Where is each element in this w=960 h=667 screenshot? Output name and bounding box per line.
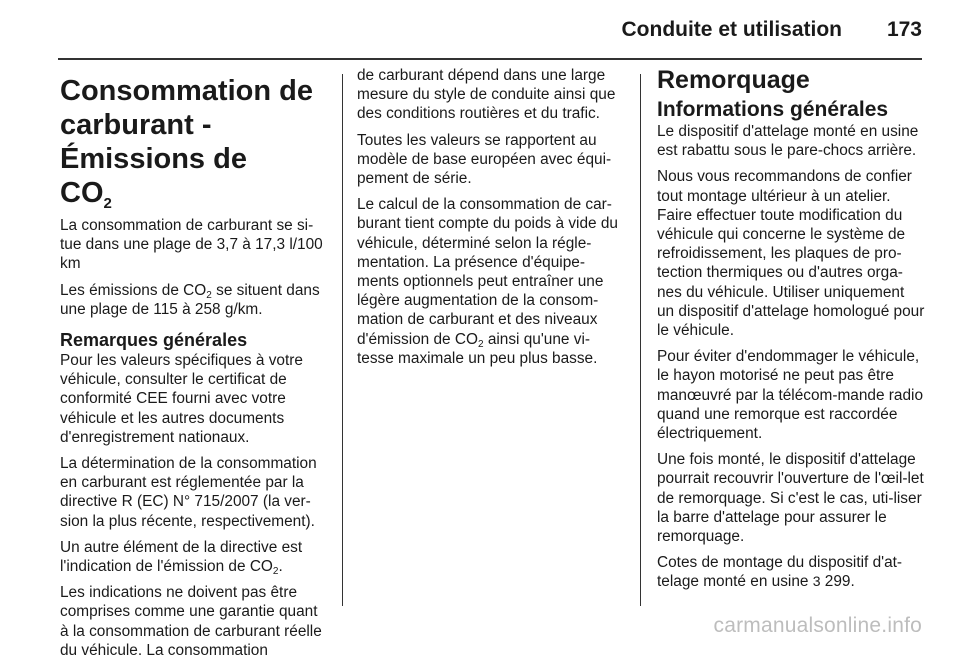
heading-general-info: Informations générales <box>657 98 889 121</box>
column-divider-2 <box>640 74 641 606</box>
subscript: 2 <box>477 338 484 350</box>
paragraph-base-model: Toutes les valeurs se rapportent au modèle de base européen avec équi-pement de série. <box>357 131 612 188</box>
paragraph-directive: La détermination de la consommation en carburant est réglementée par la directive R (EC) N° 715/2007 (la ver-sion la plus récente, respectivement). <box>60 455 317 530</box>
paragraph-towbar-folded: Le dispositif d'attelage monté en usine est rabattu sous le pare-chocs arrière. <box>657 123 919 160</box>
text-part: ainsi qu'une vi-tesse maximale un peu plus basse. <box>357 330 598 367</box>
heading-towing: Remorquage <box>657 66 810 94</box>
paragraph-workshop: Nous vous recommandons de confier tout montage ultérieur à un atelier. Faire effectuer toute modification du véhicule qui concerne le système de refroidissement, les plaques de pro-tection thermiques ou d'autres orga-nes du véhicule. Utiliser uniquement un dispositif d'attelage homologué pour le véhicule. <box>657 168 925 340</box>
paragraph-specific-values: Pour les valeurs spécifiques à votre véhicule, consulter le certificat de conformité CEE fourni avec votre véhicule et les autres documents d'enregistrement nationaux. <box>60 352 303 446</box>
header-rule <box>58 58 922 60</box>
heading-co-subscript: 2 <box>103 195 112 212</box>
heading-line-1: Consommation de <box>60 75 313 107</box>
text-part: Un autre élément de la directive est l'indication de l'émission de CO <box>60 538 303 576</box>
column-2 <box>357 66 625 375</box>
section-title: Conduite et utilisation <box>621 18 842 41</box>
text-part: se situent dans une plage de 115 à 258 g/km. <box>60 281 320 318</box>
paragraph-calculation <box>357 195 625 368</box>
paragraph-towing-eye: Une fois monté, le dispositif d'attelage pourrait recouvrir l'ouverture de l'œil-let de remorquage. Si c'est le cas, uti-liser la barre d'attelage pour assurer le remorquage. <box>657 451 924 546</box>
paragraph-co2-indication <box>60 538 328 576</box>
page-number: 173 <box>886 18 922 41</box>
page-reference-link[interactable]: 299. <box>820 573 855 591</box>
paragraph-tailgate: Pour éviter d'endommager le véhicule, le hayon motorisé ne peut pas être manœuvré par la télécom-mande radio quand une remorque est raccordée électriquement. <box>657 348 924 443</box>
text-part: Le calcul de la consommation de car-burant tient compte du poids à vide du véhicule, déterminé selon la régle-mentation. La présence d'équipe-ments optionnels peut entraîner une légère augmentation de la consom-mation de carburant et des niveaux d'émission de CO <box>357 196 618 348</box>
column-divider-1 <box>342 74 343 606</box>
subscript: 2 <box>206 289 212 301</box>
paragraph-emissions-range <box>60 281 328 319</box>
paragraph-driving-style: de carburant dépend dans une large mesure du style de conduite ainsi que des conditions routières et du trafic. <box>357 67 616 123</box>
paragraph-mounting-dimensions <box>657 553 925 591</box>
heading-general-remarks: Remarques générales <box>60 330 248 351</box>
page-reference-arrow-icon: 3 <box>812 573 821 590</box>
paragraph-consumption-range: La consommation de carburant se si-tue dans une plage de 3,7 à 17,3 l/100 km <box>60 217 323 273</box>
column-1 <box>60 66 328 667</box>
heading-co: CO <box>60 177 104 209</box>
subscript: 2 <box>272 566 279 578</box>
paragraph-no-guarantee: Les indications ne doivent pas être comprises comme une garantie quant à la consommation de carburant réelle du véhicule. La consommation <box>60 584 322 659</box>
heading-fuel-consumption <box>60 74 328 210</box>
text-part: Les émissions de CO <box>60 281 207 299</box>
page-header <box>0 0 960 58</box>
text-part: Cotes de montage du dispositif d'at-telage monté en usine <box>657 554 903 591</box>
column-3 <box>657 66 925 599</box>
heading-line-2: carburant - Émissions de <box>60 109 247 175</box>
watermark: carmanualsonline.info <box>713 614 922 637</box>
text-part: . <box>278 558 283 576</box>
